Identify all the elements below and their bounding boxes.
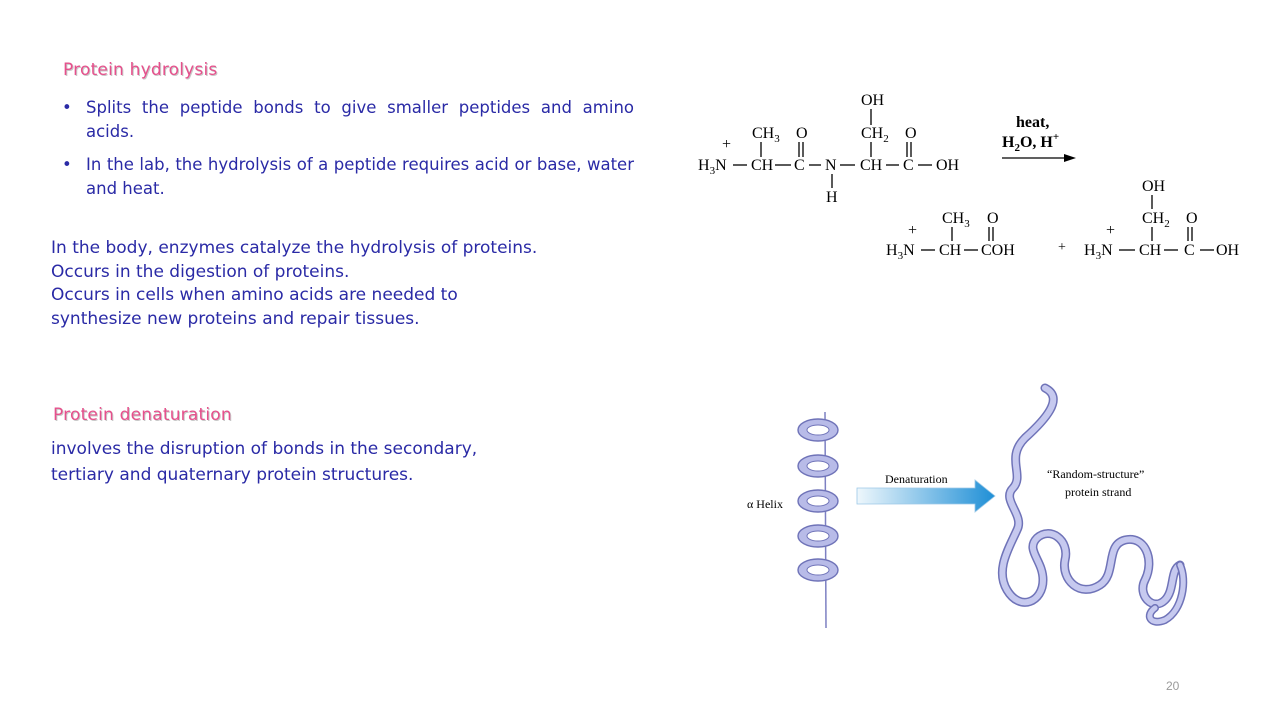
reactant-c-b: C	[903, 157, 914, 174]
between-plus: +	[1058, 240, 1066, 255]
hydrolysis-bullet-list	[62, 96, 634, 210]
page-number: 20	[1166, 679, 1180, 693]
conditions-heat: heat,	[1016, 114, 1050, 131]
reactant-h-bottom: H	[826, 189, 838, 206]
reaction-arrow-icon	[1002, 154, 1076, 162]
body-line: synthesize new proteins and repair tissues.	[51, 308, 420, 329]
bullet-text: Splits the peptide bonds to give smaller peptides and amino acids.	[86, 98, 634, 141]
reactant-ch-a: CH	[751, 157, 774, 174]
reactant-ch-b: CH	[860, 157, 883, 174]
conditions-water-acid: $H_2O$, H+	[1002, 131, 1060, 154]
reactant-ch2: $CH_2$	[861, 125, 889, 145]
reactant-ch3: $CH_3$	[752, 125, 780, 145]
reactant-n-b: N	[825, 157, 837, 174]
body-line: Occurs in cells when amino acids are needed to	[51, 285, 458, 305]
alpha-helix-icon	[798, 412, 838, 628]
hydrolysis-body	[51, 237, 537, 331]
product1-h3n: $H_3N$	[886, 242, 915, 262]
product1-ch3: $CH_3$	[942, 210, 970, 230]
body-line: involves the disruption of bonds in the secondary,	[51, 439, 478, 459]
denaturation-diagram	[725, 380, 1205, 635]
product2-o: O	[1186, 210, 1198, 227]
random-label-line1: “Random-structure”	[1047, 467, 1145, 481]
product2-h3n: $H_3N$	[1084, 242, 1113, 262]
hydrolysis-heading: Protein hydrolysis	[63, 60, 218, 80]
bullet-text: In the lab, the hydrolysis of a peptide requires acid or base, water and heat.	[86, 155, 634, 198]
product1-o: O	[987, 210, 999, 227]
reactant-oh-end: OH	[936, 157, 960, 174]
product1-coh: COH	[981, 242, 1015, 259]
product1-plus: +	[908, 222, 918, 239]
reactant-o2: O	[905, 125, 917, 142]
reactant-oh: OH	[861, 92, 885, 109]
denaturation-heading: Protein denaturation	[53, 405, 232, 425]
product2-oh: OH	[1142, 178, 1166, 195]
product2-plus: +	[1106, 222, 1116, 239]
body-line: Occurs in the digestion of proteins.	[51, 261, 350, 282]
bullet-dot-icon: •	[62, 98, 72, 117]
reactant-h3n: $H_3N$	[698, 157, 727, 177]
product2-ch2: $CH_2$	[1142, 210, 1170, 230]
arrow-label: Denaturation	[885, 472, 948, 486]
body-line: In the body, enzymes catalyze the hydrolysis of proteins.	[51, 238, 538, 258]
reactant-o1: O	[796, 125, 808, 142]
reactant-plus: +	[722, 136, 732, 153]
bullet-dot-icon: •	[62, 155, 72, 174]
body-line: tertiary and quaternary protein structures.	[51, 465, 414, 485]
hydrolysis-reaction-diagram	[690, 85, 1260, 265]
reactant-c-a: C	[794, 157, 805, 174]
random-protein-strand-icon	[1002, 388, 1183, 622]
hydrolysis-bullet	[62, 96, 634, 144]
random-label-line2: protein strand	[1065, 485, 1132, 499]
product2-c: C	[1184, 242, 1195, 259]
denaturation-body	[51, 436, 477, 488]
product1-ch: CH	[939, 242, 962, 259]
helix-label: α Helix	[747, 497, 783, 511]
hydrolysis-bullet	[62, 153, 634, 201]
product2-oh-end: OH	[1216, 242, 1240, 259]
product2-ch: CH	[1139, 242, 1162, 259]
